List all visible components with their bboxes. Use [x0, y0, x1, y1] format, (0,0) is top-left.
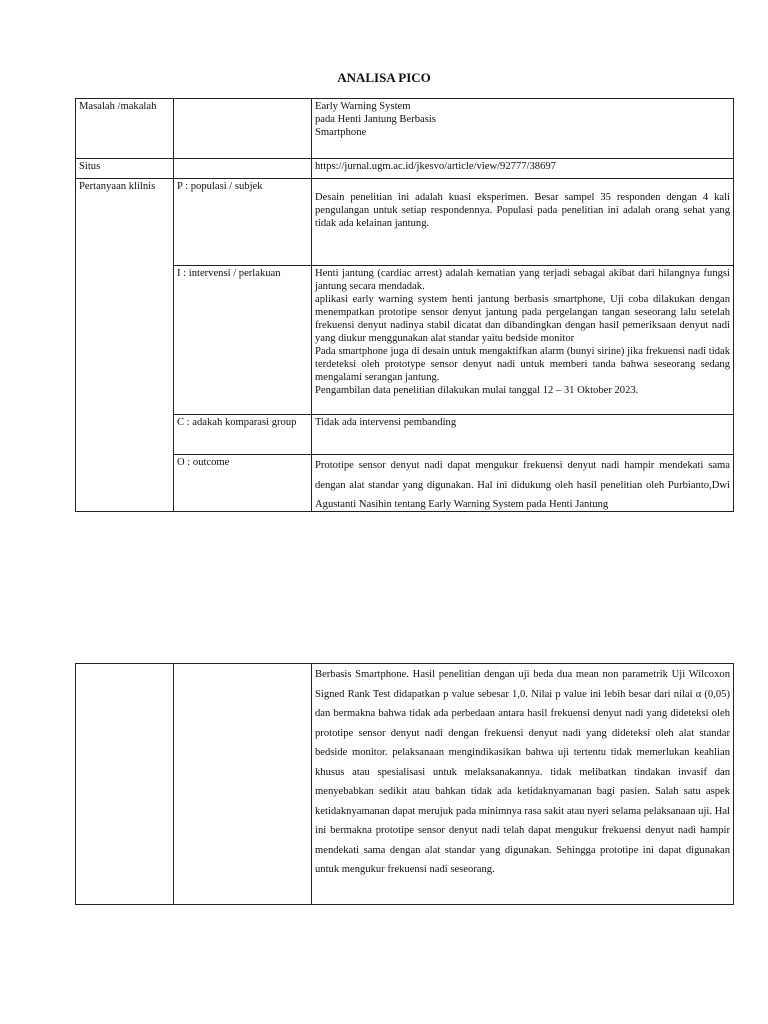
row-masalah: [76, 99, 734, 159]
row-i: [76, 266, 734, 415]
document-title: ANALISA PICO: [337, 70, 431, 85]
i-paragraph: aplikasi early warning system henti jantung berbasis smartphone, Uji coba dilakukan dengan menempatkan prototipe sensor denyut jantung pada pergelangan tangan seseorang lalu setelah frekuensi denyut nadinya stabil dicatat dan dibandingkan dengan hasil pemeriksaan denyut nadi yang diukur menggunakan alat standar yaitu bedside monitor: [315, 294, 730, 344]
pico-table: [75, 98, 734, 512]
continued-empty-cell: [76, 664, 174, 905]
p-text: [312, 179, 734, 266]
i-paragraph: Pengambilan data penelitian dilakukan mulai tanggal 12 – 31 Oktober 2023.: [315, 385, 639, 396]
situs-empty-cell: [174, 159, 312, 179]
row-p: [76, 179, 734, 266]
masalah-empty-cell: [174, 99, 312, 159]
masalah-line: pada Henti Jantung Berbasis: [315, 114, 436, 125]
masalah-line: Smartphone: [315, 127, 367, 138]
situs-url: https://jurnal.ugm.ac.id/jkesvo/article/view/92777/38697: [312, 159, 734, 179]
c-text: Tidak ada intervensi pembanding: [312, 415, 734, 455]
o-label: O : outcome: [174, 455, 312, 512]
masalah-line: Early Warning System: [315, 101, 411, 112]
continued-empty-cell: [174, 664, 312, 905]
i-paragraph: Henti jantung (cardiac arrest) adalah kematian yang terjadi sebagai akibat dari hilangnya fungsi jantung secara mendadak.: [315, 268, 730, 292]
o-text-continued: Berbasis Smartphone. Hasil penelitian dengan uji beda dua mean non parametrik Uji Wilcoxon Signed Rank Test didapatkan p value sebesar 1,0. Nilai p value ini lebih besar dari nilai α (0,05) dan bermakna bahwa tidak ada perbedaan antara hasil frekuensi denyut nadi yang dideteksi oleh prototipe sensor denyut nadi dengan frekuensi denyut nadi yang dideteksi oleh alat standar bedside monitor. pelaksanaan mengindikasikan bahwa uji tertentu tidak memerlukan keahlian khusus atau spesialisasi untuk melaksanakannya. tidak melibatkan tindakan invasif dan menyebabkan sedikit atau bahkan tidak ada ketidaknyamanan bagi pasien. Salah satu aspek ketidaknyamanan dapat merujuk pada minimnya rasa sakit atau nyeri selama pelaksanaan uji. Hal ini bermakna prototipe sensor denyut nadi telah dapat mengukur frekuensi denyut nadi hampir mendekati sama dengan alat standar yang digunakan. Sehingga prototipe ini dapat digunakan untuk mengukur frekuensi nadi seseorang.: [312, 664, 734, 905]
i-text: [312, 266, 734, 415]
i-label: I : intervensi / perlakuan: [174, 266, 312, 415]
row-c: [76, 415, 734, 455]
pico-table-continued: [75, 663, 734, 905]
row-situs: [76, 159, 734, 179]
o-text: [312, 455, 734, 512]
masalah-value: [312, 99, 734, 159]
p-text-body: Desain penelitian ini adalah kuasi eksperimen. Besar sampel 35 responden dengan 4 kali pengulangan untuk setiap respondennya. Populasi pada penelitian ini adalah orang sehat yang tidak ada kelainan jantung.: [315, 192, 730, 229]
c-label: C : adakah komparasi group: [174, 415, 312, 455]
i-paragraph: Pada smartphone juga di desain untuk mengaktifkan alarm (bunyi sirine) jika frekuensi nadi tidak terdeteksi oleh prototype sensor denyut nadi untuk memberi tanda bahwa seseorang sedang mengalami serangan jantung.: [315, 346, 730, 383]
pertanyaan-label: Pertanyaan klilnis: [76, 179, 174, 512]
situs-label: Situs: [76, 159, 174, 179]
row-o-continued: [76, 664, 734, 905]
row-o: [76, 455, 734, 512]
o-text-body: Prototipe sensor denyut nadi dapat mengukur frekuensi denyut nadi hampir mendekati sama dengan alat standar yang digunakan. Hal ini didukung oleh hasil penelitian oleh Purbianto,Dwi Agustanti Nasihin tentang Early Warning System pada Henti Jantung: [315, 460, 730, 510]
p-label: P : populasi / subjek: [174, 179, 312, 266]
masalah-label: Masalah /makalah: [76, 99, 174, 159]
